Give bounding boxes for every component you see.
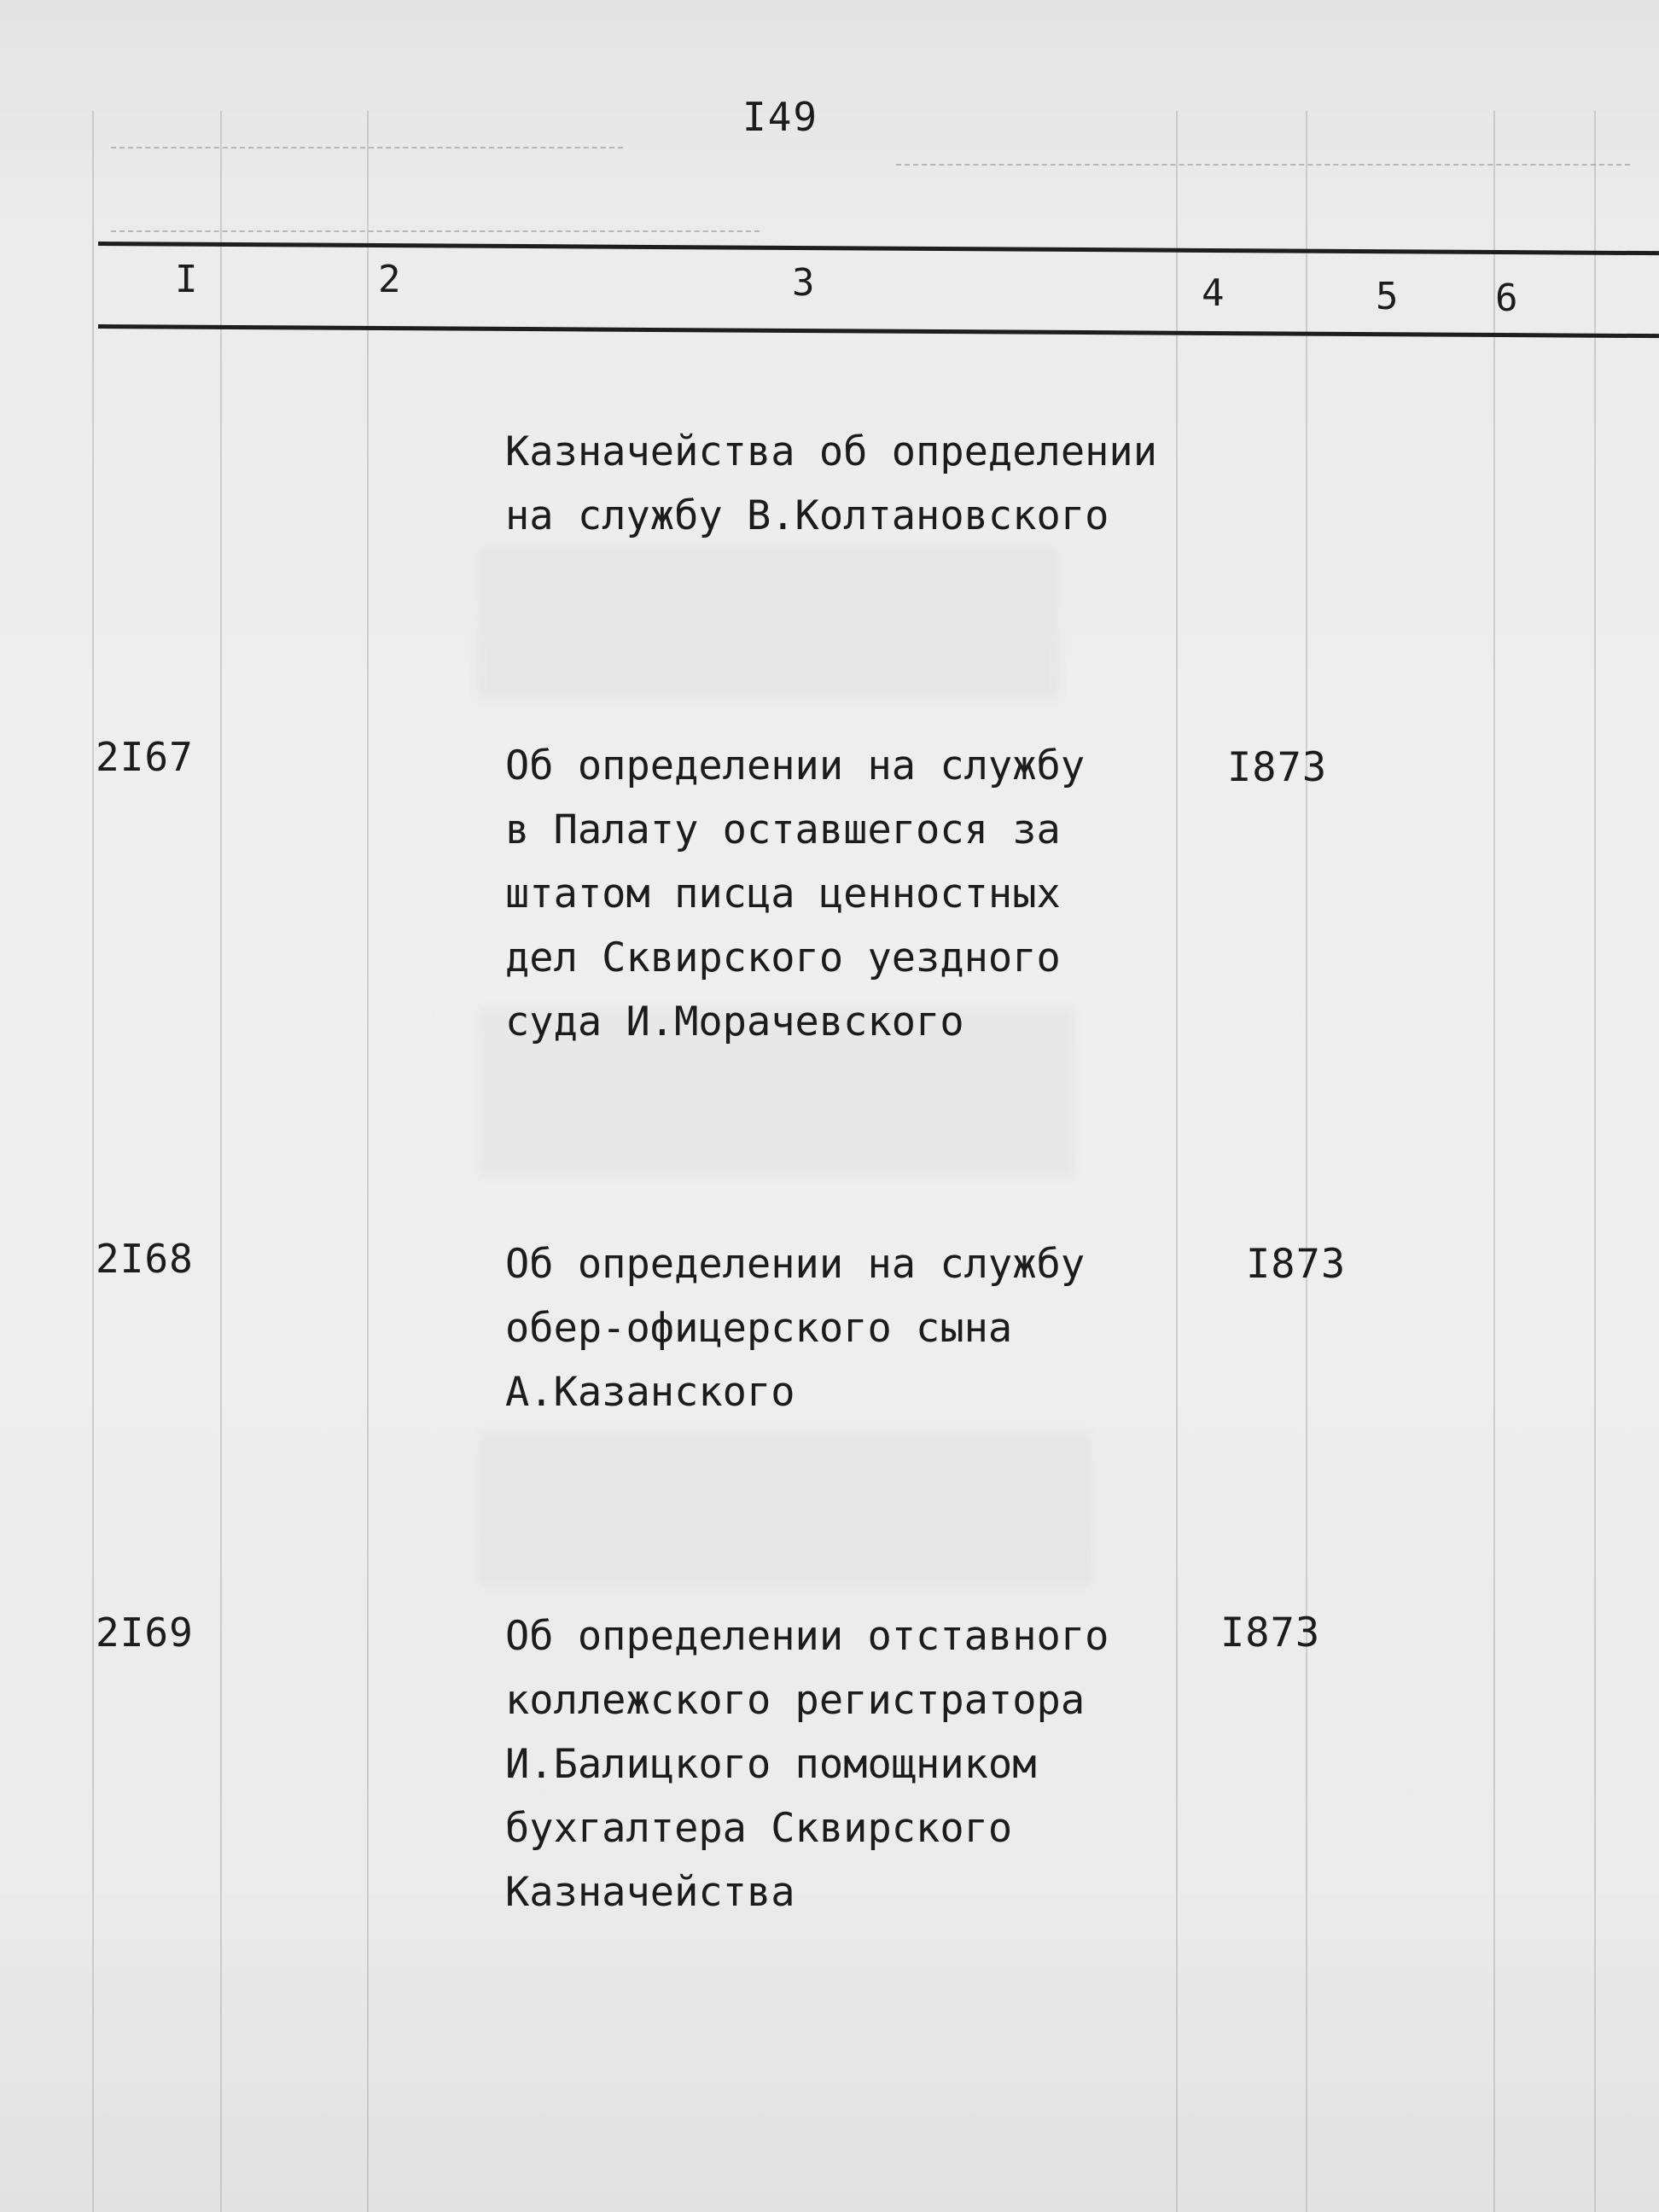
header-dashed-line: [111, 230, 760, 232]
column-number: 2: [378, 258, 401, 301]
column-divider: [220, 111, 222, 2212]
column-divider: [367, 111, 369, 2212]
record-year: I873: [1220, 1610, 1321, 1656]
column-number: 6: [1495, 276, 1518, 320]
record-description: Об определении на службу обер-офицерского сына А.Казанского: [505, 1241, 1086, 1416]
header-bottom-rule: [98, 324, 1659, 338]
record-description: Об определении отставного коллежского регистратора И.Балицкого помощником бухгалтера Сквирского Казначейства: [505, 1613, 1109, 1916]
record-year: I873: [1227, 744, 1328, 791]
column-number: I: [175, 258, 198, 301]
column-divider: [1493, 111, 1495, 2212]
column-number: 3: [792, 261, 815, 305]
column-divider: [1306, 111, 1307, 2212]
header-dashed-line: [111, 147, 623, 148]
record-description: Об определении на службу в Палату оставшегося за штатом писца ценностных дел Сквирского уездного суда И.Морачевского: [505, 742, 1086, 1045]
header-top-rule: [98, 242, 1659, 255]
bleed-through-smudge: [478, 546, 1058, 700]
record-number: 2I67: [96, 734, 194, 780]
bleed-through-smudge: [478, 1434, 1092, 1587]
record-year: I873: [1246, 1241, 1347, 1288]
column-number: 4: [1202, 271, 1225, 315]
record-number: 2I68: [96, 1236, 194, 1282]
header-dashed-line: [896, 164, 1630, 166]
column-number: 5: [1376, 275, 1399, 318]
page-number: I49: [742, 94, 819, 140]
column-divider: [1594, 111, 1596, 2212]
record-description: Казначейства об определении на службу В.Колтановского: [505, 428, 1158, 539]
record-number: 2I69: [96, 1610, 194, 1656]
column-divider: [92, 111, 94, 2212]
